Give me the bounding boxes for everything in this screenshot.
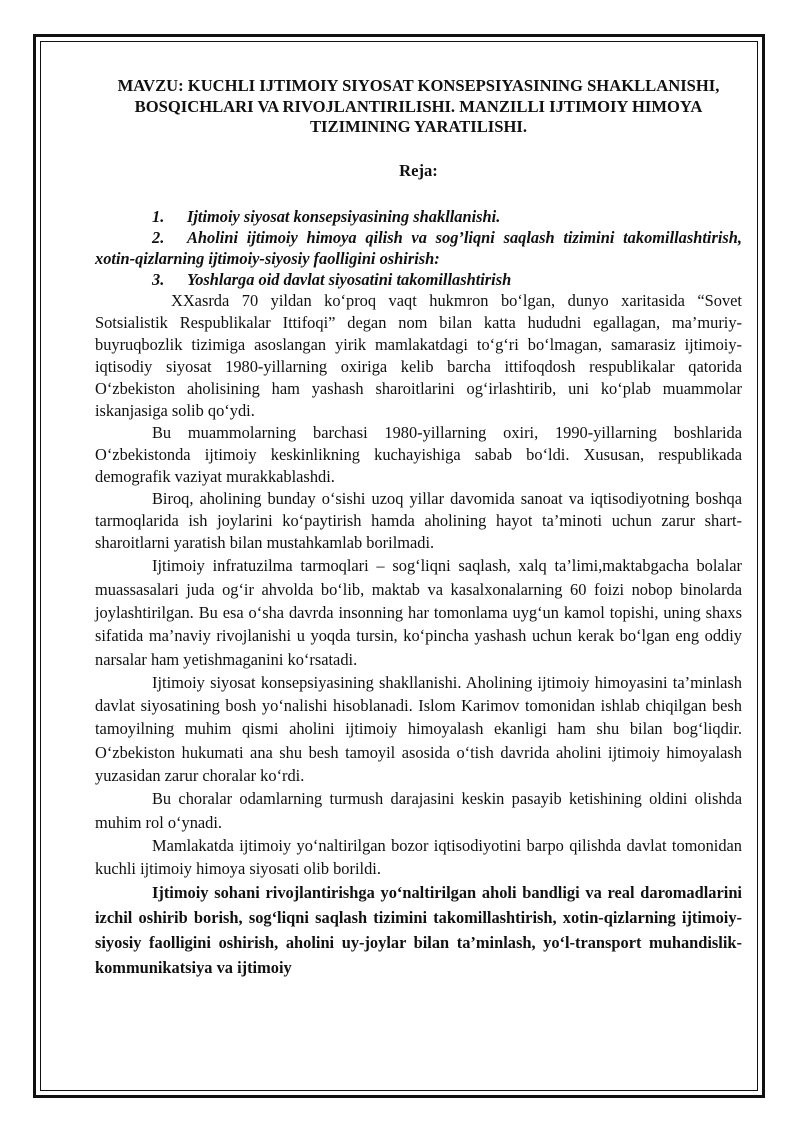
- paragraph-6: Bu choralar odamlarning turmush darajasini keskin pasayib ketishining oldini olishda muhim rol o‘ynadi.: [95, 789, 742, 832]
- plan-item-number: 3.: [152, 270, 165, 290]
- paragraph-3: Biroq, aholining bunday o‘sishi uzoq yillar davomida sanoat va iqtisodiyotning boshqa tarmoqlarida ish joylarini ko‘paytirish hamda aholining hayot ta’minoti uchun zarur shart-sharoitlarni yaratish bilan mustahkamlab borilmadi.: [95, 489, 742, 553]
- paragraph-4: Ijtimoiy infratuzilma tarmoqlari – sog‘liqni saqlash, xalq ta’limi,maktabgacha bolalar muassasalari juda og‘ir ahvolda bo‘lib, maktab va kasalxonalarning 60 foizi nobop binolarda joylashtirilgan. Bu esa o‘sha davrda insonning har tomonlama uyg‘un kamol topishi, uning shaxs sifatida ma’naviy rivojlanishi u yoqda tursin, ko‘pincha yashash uchun kerak bo‘lgan eng oddiy narsalar ham yetishmaganini ko‘rsatadi.: [95, 556, 742, 669]
- plan-item-1: [95, 206, 742, 227]
- plan-item-2: [95, 227, 742, 269]
- plan-item-text: Yoshlarga oid davlat siyosatini takomillashtirish: [187, 270, 512, 290]
- paragraph-7: Mamlakatda ijtimoiy yo‘naltirilgan bozor iqtisodiyotini barpo qilishda davlat tomonidan kuchli ijtimoiy himoya siyosati olib borildi.: [95, 835, 742, 879]
- plan-item-number: 2.: [152, 227, 165, 247]
- plan-item-3: [95, 269, 742, 290]
- paragraph-8: Ijtimoiy sohani rivojlantirishga yo‘naltirilgan aholi bandligi va real daromadlarini izchil oshirib borish, sog‘liqni saqlash tizimini takomillashtirish, xotin-qizlarning ijtimoiy-siyosiy faolligini oshirish, aholini uy-joylar bilan ta’minlash, yo‘l-transport muhandislik-kommunikatsiya va ijtimoiy: [95, 883, 742, 978]
- plan-item-text: Ijtimoiy siyosat konsepsiyasining shakllanishi.: [187, 206, 501, 226]
- paragraph-2: Bu muammolarning barchasi 1980-yillarning oxiri, 1990-yillarning boshlarida O‘zbekistonda ijtimoiy keskinlikning kuchayishiga sabab bo‘ldi. Xususan, respublikada demografik vaziyat murakkablashdi.: [95, 423, 742, 487]
- document-title: MAVZU: KUCHLI IJTIMOIY SIYOSAT KONSEPSIYASINING SHAKLLANISHI, BOSQICHLARI VA RIVOJLANTIRILISHI. MANZILLI IJTIMOIY HIMOYA TIZIMINING YARATILISHI.: [117, 76, 720, 136]
- plan-heading: Reja:: [399, 160, 438, 180]
- plan-item-text: Aholini ijtimoiy himoya qilish va sog’liqni saqlash tizimini takomillashtirish, xotin-qizlarning ijtimoiy-siyosiy faolligini oshirish:: [95, 227, 742, 268]
- document-body: [95, 76, 742, 980]
- paragraph-1: XXasrda 70 yildan ko‘proq vaqt hukmron bo‘lgan, dunyo xaritasida “Sovet Sotsialistik Respublikalar Ittifoqi” degan nom bilan katta hududni egallagan, ma’muriy-buyruqbozlik tizimiga asoslangan yirik mamlakatdagi to‘g‘ri bo‘lmagan, samarasiz ijtimoiy-iqtisodiy siyosat 1980-yillarning oxiriga kelib barcha ittifoqdosh respublikalar qatorida O‘zbekiston aholisining ham yashash sharoitlarini og‘irlashtirib, uni ko‘plab muammolar iskanjasiga solib qo‘ydi.: [95, 291, 742, 421]
- paragraph-5: Ijtimoiy siyosat konsepsiyasining shakllanishi. Aholining ijtimoiy himoyasini ta’minlash davlat siyosatining bosh yo‘nalishi hisoblanadi. Islom Karimov tomonidan ishlab chiqilgan besh tamoyilning muhim qismi aholini ijtimoiy himoyalash ekanligi ham shu bilan bog‘liqdir. O‘zbekiston hukumati ana shu besh tamoyil asosida o‘tish davrida aholini ijtimoiy himoyalash yuzasidan zarur choralar ko‘rdi.: [95, 672, 742, 785]
- plan-item-number: 1.: [152, 206, 165, 226]
